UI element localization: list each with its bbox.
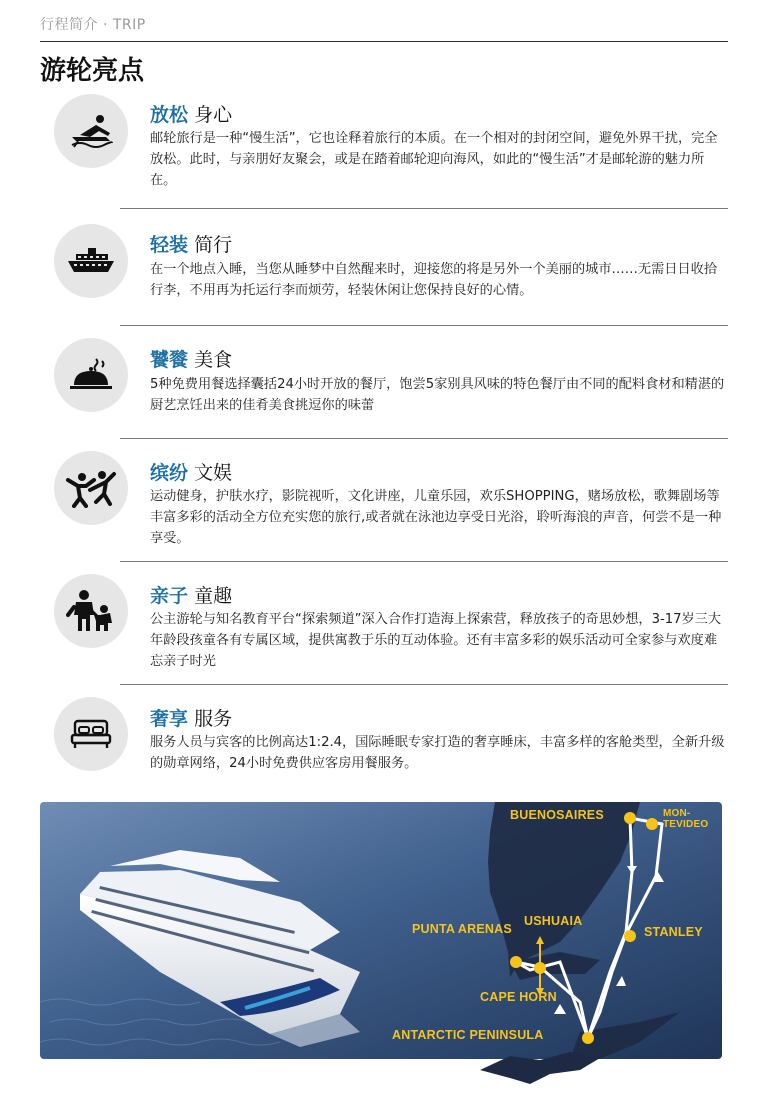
- feature-title: 亲子 童趣: [150, 585, 233, 607]
- feature-title: 放松 身心: [150, 104, 233, 126]
- feature-description: 运动健身，护肤水疗，影院视听，文化讲座，儿童乐园，欢乐SHOPPING，赌场放松，歌舞剧场等丰富多彩的活动全方位充实您的旅行,或者就在泳池边享受日光浴，聆听海浪的声音，何尝不是一种享受。: [150, 489, 722, 546]
- feature-entertainment: [40, 439, 728, 562]
- header-rule: [40, 41, 728, 42]
- cruise-ship-icon: [54, 224, 128, 298]
- feature-description: 服务人员与宾客的比例高达1:2.4，国际睡眠专家打造的奢享睡床，丰富多样的客舱类型，全新升级的勋章网络，24小时免费供应客房用餐服务。: [150, 735, 725, 771]
- port-label-cape-horn: CAPE HORN: [480, 990, 557, 1004]
- feature-description: 在一个地点入睡，当您从睡梦中自然醒来时，迎接您的将是另外一个美丽的城市……无需日日收拾行李，不用再为托运行李而烦劳，轻装休闲让您保持良好的心情。: [150, 262, 718, 298]
- feature-service: [40, 685, 728, 785]
- port-label-buenos-aires: BUENOSAIRES: [510, 808, 604, 822]
- port-label-antarctic-peninsula: ANTARCTIC PENINSULA: [392, 1028, 544, 1042]
- route-map-illustration: [40, 802, 722, 1059]
- port-label-montevideo: MON-: [663, 808, 691, 819]
- feature-title: 缤纷 文娱: [150, 462, 233, 484]
- food-cloche-icon: [54, 338, 128, 412]
- feature-title: 饕餮 美食: [150, 349, 233, 371]
- port-label-punta-arenas: PUNTA ARENAS: [412, 922, 512, 936]
- section-title: 游轮亮点: [40, 56, 145, 86]
- feature-description: 5种免费用餐选择囊括24小时开放的餐厅，饱尝5家别具风味的特色餐厅由不同的配料食材和精湛的厨艺烹饪出来的佳肴美食挑逗你的味蕾: [150, 377, 725, 413]
- parent-child-icon: [54, 574, 128, 648]
- port-label-montevideo-2: TEVIDEO: [663, 819, 709, 830]
- lounger-icon: [54, 94, 128, 168]
- feature-description: 公主游轮与知名教育平台“探索频道”深入合作打造海上探索营，释放孩子的奇思妙想，3-17岁三大年龄段孩童各有专属区域，提供寓教于乐的互动体验。还有丰富多彩的娱乐活动可全家参与欢度难忘亲子时光: [150, 612, 722, 669]
- dancing-people-icon: [54, 451, 128, 525]
- feature-title: 轻装 简行: [150, 234, 233, 256]
- feature-description: 邮轮旅行是一种“慢生活”，它也诠释着旅行的本质。在一个相对的封闭空间，避免外界干扰，完全放松。此时，与亲朋好友聚会，或是在踏着邮轮迎向海风，如此的“慢生活”才是邮轮游的魅力所在。: [150, 131, 718, 188]
- feature-gourmet: [40, 326, 728, 439]
- feature-relax: [40, 92, 728, 210]
- port-label-stanley: STANLEY: [644, 925, 703, 939]
- header-label: 行程简介 · TRIP: [40, 17, 146, 33]
- route-map-banner: [40, 802, 722, 1059]
- feature-light-travel: [40, 210, 728, 326]
- feature-title: 奢享 服务: [150, 708, 233, 730]
- bed-icon: [54, 697, 128, 771]
- antarctic-land-decoration: [470, 1050, 610, 1090]
- port-label-ushuaia: USHUAIA: [524, 914, 583, 928]
- feature-family: [40, 562, 728, 685]
- divider: [120, 208, 728, 209]
